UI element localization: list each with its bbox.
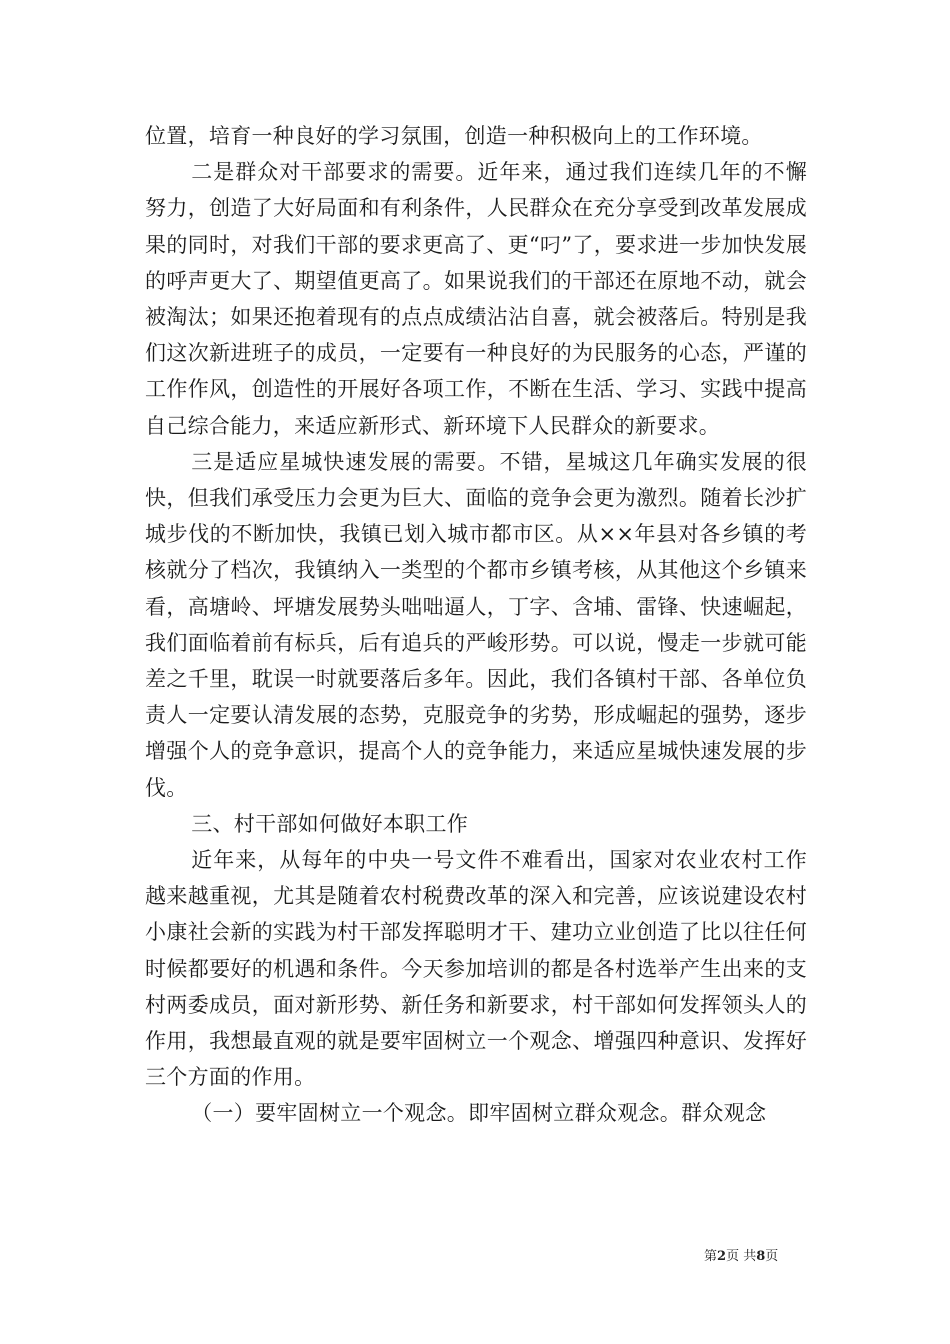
page-number-footer: [704, 1248, 814, 1266]
paragraph-continuation: 位置，培育一种良好的学习氛围，创造一种积极向上的工作环境。: [145, 124, 763, 148]
footer-suffix: 页: [765, 1249, 779, 1264]
footer-middle: 页 共: [726, 1249, 757, 1264]
footer-current-page: 2: [717, 1249, 727, 1264]
footer-total-pages: 8: [756, 1249, 766, 1264]
paragraph-masses-demand: 二是群众对干部要求的需要。近年来，通过我们连续几年的不懈努力，创造了大好局面和有利条件，人民群众在充分享受到改革发展成果的同时，对我们干部的要求更高了、更“叼”了，要求进一步加快发展的呼声更大了、期望值更高了。如果说我们的干部还在原地不动，就会被淘汰；如果还抱着现有的点点成绩沾沾自喜，就会被落后。特别是我们这次新进班子的成员，一定要有一种良好的为民服务的心态，严谨的工作作风，创造性的开展好各项工作，不断在生活、学习、实践中提高自己综合能力，来适应新形式、新环境下人民群众的新要求。: [145, 160, 807, 438]
paragraph-one-concept: （一）要牢固树立一个观念。即牢固树立群众观念。群众观念: [191, 1101, 767, 1126]
document-body: [145, 118, 807, 1132]
paragraph-xingcheng-development: 三是适应星城快速发展的需要。不错，星城这几年确实发展的很快，但我们承受压力会更为巨大、面临的竞争会更为激烈。随着长沙扩城步伐的不断加快，我镇已划入城市都市区。从××年县对各乡镇的考核就分了档次，我镇纳入一类型的个都市乡镇考核，从其他这个乡镇来看，高塘岭、坪塘发展势头咄咄逼人，丁字、含埔、雷锋、快速崛起，我们面临着前有标兵，后有追兵的严峻形势。可以说，慢走一步就可能差之千里，耽误一时就要落后多年。因此，我们各镇村干部、各单位负责人一定要认清发展的态势，克服竞争的劣势，形成崛起的强势，逐步增强个人的竞争意识，提高个人的竞争能力，来适应星城快速发展的步伐。: [145, 449, 807, 800]
footer-prefix: 第: [704, 1249, 718, 1264]
paragraph-recent-years: 近年来，从每年的中央一号文件不难看出，国家对农业农村工作越来越重视，尤其是随着农村税费改革的深入和完善，应该说建设农村小康社会新的实践为村干部发挥聪明才干、建功立业创造了比以往任何时候都要好的机遇和条件。今天参加培训的都是各村选举产生出来的支村两委成员，面对新形势、新任务和新要求，村干部如何发挥领头人的作用，我想最直观的就是要牢固树立一个观念、增强四种意识、发挥好三个方面的作用。: [145, 848, 807, 1090]
section-heading-village-cadres: 三、村干部如何做好本职工作: [191, 811, 469, 836]
